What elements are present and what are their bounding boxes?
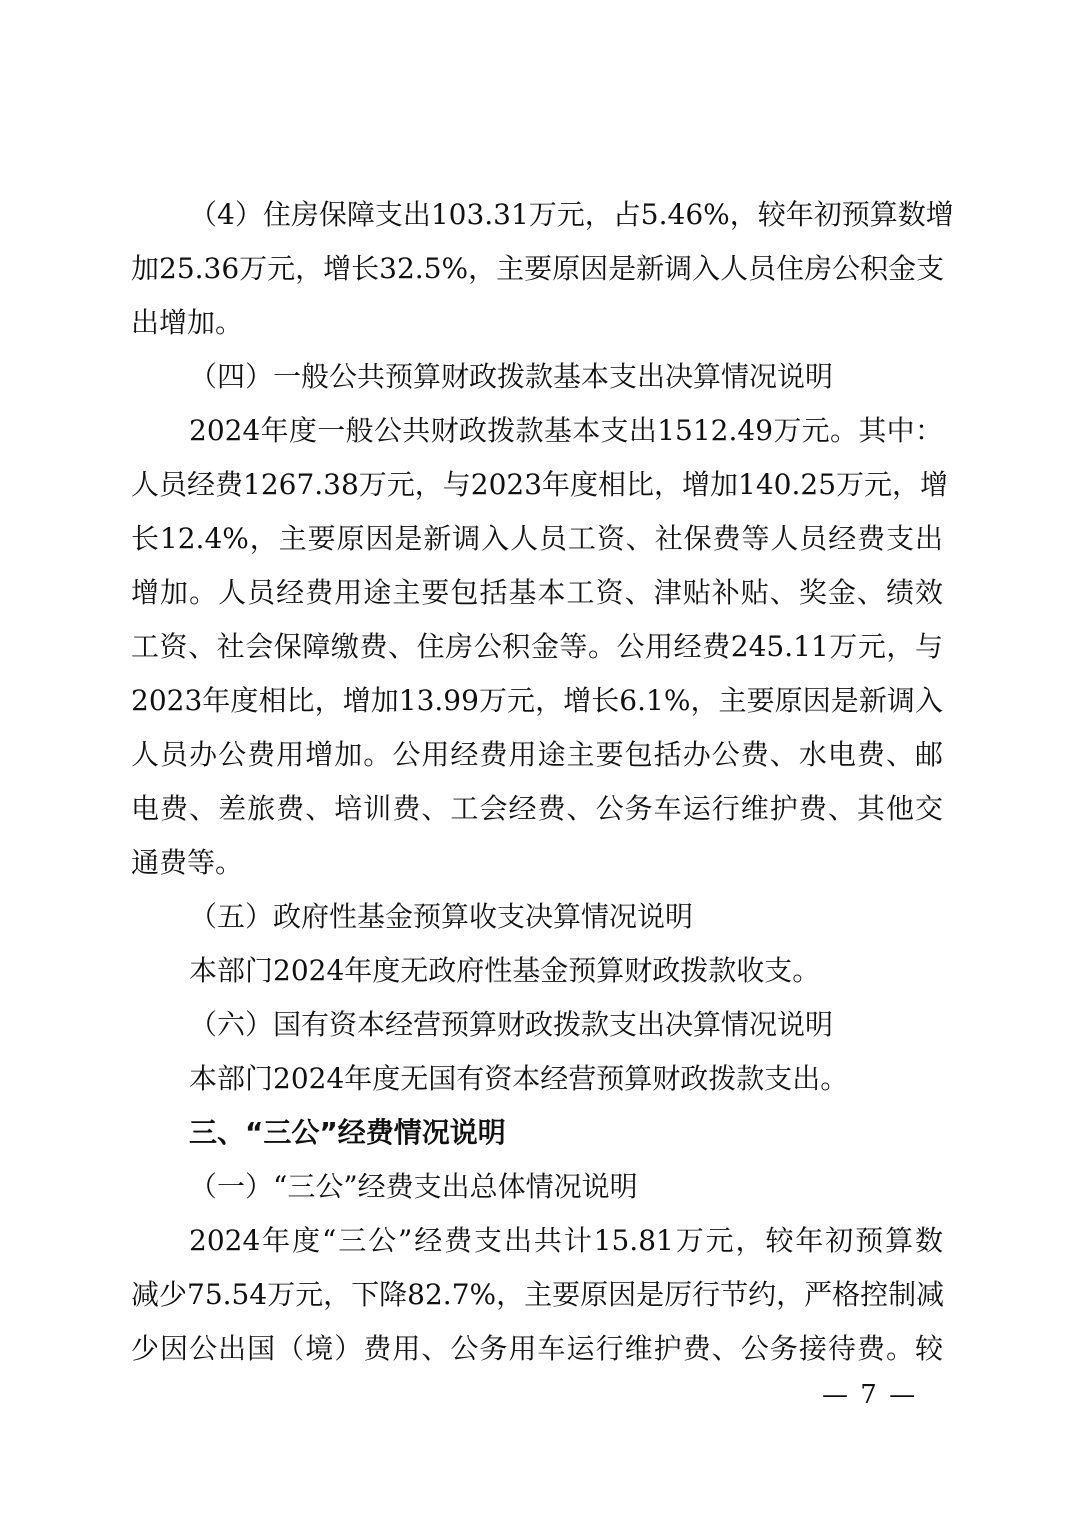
paragraph-line: 通费等。 xyxy=(131,846,244,879)
paragraph-line: 电费、差旅费、培训费、工会经费、公务车运行维护费、其他交 xyxy=(131,792,943,825)
paragraph-line: 出增加。 xyxy=(131,306,244,339)
section-heading-line: （一）“三公”经费支出总体情况说明 xyxy=(189,1170,638,1203)
section-heading-line: （四）一般公共预算财政拨款基本支出决算情况说明 xyxy=(189,360,834,393)
paragraph-line: 减少75.54万元，下降82.7%，主要原因是厉行节约，严格控制减 xyxy=(131,1278,945,1311)
paragraph-line: 2024年度“三公”经费支出共计15.81万元，较年初预算数 xyxy=(189,1224,943,1257)
paragraph-line: （4）住房保障支出103.31万元，占5.46%，较年初预算数增 xyxy=(189,198,954,231)
paragraph-line: 人员办公费用增加。公用经费用途主要包括办公费、水电费、邮 xyxy=(131,738,943,771)
section-heading-line: 本部门2024年度无政府性基金预算财政拨款收支。 xyxy=(189,954,821,987)
paragraph-line: 少因公出国（境）费用、公务用车运行维护费、公务接待费。较 xyxy=(131,1332,943,1365)
section-heading-line: 本部门2024年度无国有资本经营预算财政拨款支出。 xyxy=(189,1062,849,1095)
page-number: — 7 — xyxy=(822,1380,918,1410)
section-heading-line: （五）政府性基金预算收支决算情况说明 xyxy=(189,900,694,933)
document-body xyxy=(131,188,954,1376)
section-heading-line: 三、“三公”经费情况说明 xyxy=(189,1116,506,1149)
paragraph-line: 2024年度一般公共财政拨款基本支出1512.49万元。其中： xyxy=(189,414,943,447)
paragraph-line: 长12.4%，主要原因是新调入人员工资、社保费等人员经费支出 xyxy=(131,522,943,555)
paragraph-line: 工资、社会保障缴费、住房公积金等。公用经费245.11万元，与 xyxy=(131,630,943,663)
paragraph-line: 2023年度相比，增加13.99万元，增长6.1%，主要原因是新调入 xyxy=(131,684,943,717)
paragraph-line: 增加。人员经费用途主要包括基本工资、津贴补贴、奖金、绩效 xyxy=(131,576,943,609)
section-heading-line: （六）国有资本经营预算财政拨款支出决算情况说明 xyxy=(189,1008,834,1041)
paragraph-line: 加25.36万元，增长32.5%，主要原因是新调入人员住房公积金支 xyxy=(131,252,945,285)
paragraph-line: 人员经费1267.38万元，与2023年度相比，增加140.25万元，增 xyxy=(131,468,949,501)
